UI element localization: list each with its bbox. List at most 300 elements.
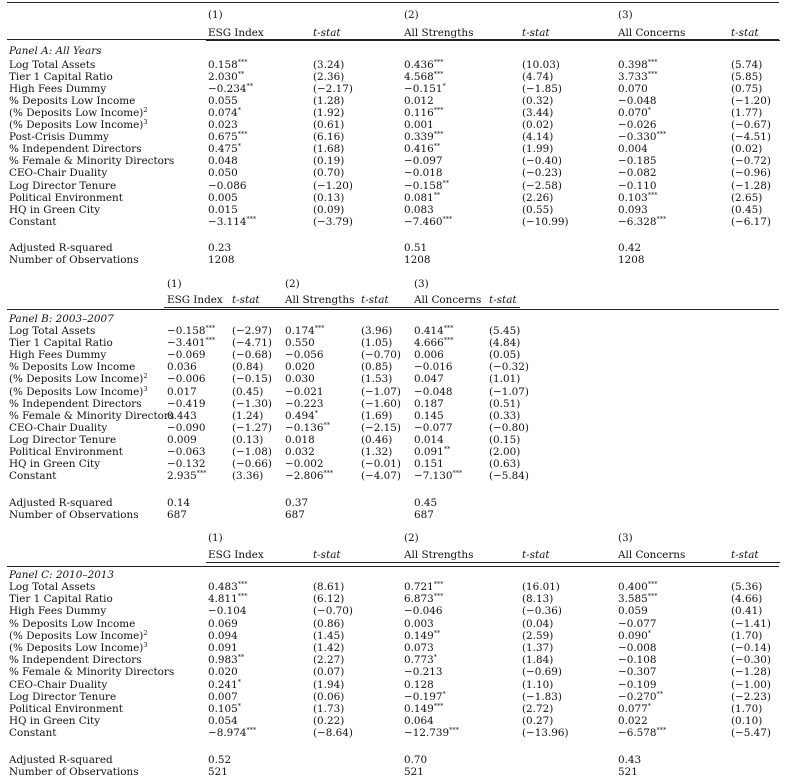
coefficient [404, 155, 442, 167]
coefficient [414, 458, 444, 470]
column-label: All Concerns [414, 294, 482, 306]
t-statistic: (0.75) [731, 83, 763, 95]
significance-stars: ** [246, 82, 253, 90]
tstat-header: t-stat [313, 27, 341, 39]
t-statistic: (0.15) [489, 434, 521, 446]
coefficient-value: −3.114 [208, 216, 247, 228]
coefficient-value: 0.023 [208, 119, 238, 131]
summary-label: Number of Observations [9, 254, 139, 266]
coefficient-value: 0.398 [618, 59, 648, 71]
coefficient-value: 0.081 [404, 192, 434, 204]
t-statistic: (0.10) [731, 715, 763, 727]
panel-1-title [0, 45, 786, 57]
t-statistic: (−1.41) [731, 618, 771, 630]
table-row [0, 337, 786, 349]
significance-stars: ** [237, 653, 245, 661]
summary-value: 521 [404, 766, 424, 778]
t-statistic: (−2.15) [361, 422, 401, 434]
coefficient-value: −7.460 [404, 216, 443, 228]
t-statistic: (1.94) [313, 679, 345, 691]
panel-title: Panel B: 2003–2007 [9, 313, 114, 325]
t-statistic: (0.07) [313, 666, 345, 678]
row-label-text: Constant [9, 727, 57, 739]
t-statistic: (0.33) [489, 410, 521, 422]
significance-stars: *** [314, 324, 325, 332]
summary-label: Adjusted R-squared [9, 497, 113, 509]
t-statistic: (1.70) [731, 630, 763, 642]
coefficient-value: −0.077 [414, 422, 453, 434]
t-statistic: (−5.84) [489, 470, 529, 482]
coefficient [404, 642, 434, 654]
panel-3-rule-0 [7, 566, 779, 567]
coefficient-value: 0.017 [167, 386, 197, 398]
t-statistic: (−0.32) [489, 361, 529, 373]
t-statistic: (−0.23) [522, 167, 562, 179]
coefficient-value: −0.046 [404, 605, 443, 617]
coefficient-value: 0.059 [618, 605, 648, 617]
panel-title: Panel A: All Years [9, 45, 102, 57]
row-label-text: Log Total Assets [9, 59, 96, 71]
coefficient-value: −0.213 [404, 666, 443, 678]
panel-2-column-headers [0, 294, 786, 306]
significance-stars: * [647, 106, 651, 114]
coefficient-value: −0.110 [618, 180, 657, 192]
coefficient-value: 0.094 [208, 630, 238, 642]
row-label-text: % Deposits Low Income [9, 618, 136, 630]
t-statistic: (2.27) [313, 654, 345, 666]
column-number: (3) [618, 532, 633, 544]
t-statistic: (−1.20) [731, 95, 771, 107]
summary-value: 0.70 [404, 754, 428, 766]
coefficient-value: −0.048 [618, 95, 657, 107]
row-label [9, 434, 116, 446]
coefficient-value: 0.047 [414, 373, 444, 385]
coefficient-value: −7.130 [414, 470, 453, 482]
coefficient-value: 2.935 [167, 470, 197, 482]
table-row [0, 458, 786, 470]
row-label-text: % Independent Directors [9, 654, 142, 666]
coefficient [404, 666, 442, 678]
coefficient-value: −0.063 [167, 446, 206, 458]
row-label [9, 666, 174, 678]
coefficient-value: 0.022 [618, 715, 648, 727]
table-row [0, 470, 786, 482]
coefficient-value: 0.032 [285, 446, 315, 458]
table-row [0, 59, 786, 71]
coefficient [167, 386, 197, 398]
t-statistic: (3.96) [361, 325, 393, 337]
t-statistic: (0.09) [313, 204, 345, 216]
t-statistic: (4.74) [522, 71, 554, 83]
row-label [9, 361, 135, 373]
summary-row [0, 754, 786, 766]
coefficient-value: −0.090 [167, 422, 206, 434]
significance-stars: ** [443, 445, 451, 453]
row-label [9, 642, 148, 654]
table-row [0, 349, 786, 361]
t-statistic: (1.84) [522, 654, 554, 666]
significance-stars: *** [449, 726, 459, 734]
t-statistic: (1.32) [361, 446, 393, 458]
t-statistic: (1.42) [313, 642, 345, 654]
summary-value: 0.52 [208, 754, 232, 766]
significance-stars: ** [442, 179, 449, 187]
coefficient [404, 167, 442, 179]
row-label [9, 727, 56, 739]
coefficient [618, 216, 666, 228]
table-row [0, 679, 786, 691]
coefficient-value: 0.074 [208, 107, 238, 119]
row-label [9, 59, 95, 71]
column-label: All Strengths [404, 549, 474, 561]
row-label-superscript: 2 [143, 372, 148, 380]
summary-label: Number of Observations [9, 766, 139, 778]
summary-row [0, 766, 786, 778]
column-label: All Concerns [618, 549, 686, 561]
table-row [0, 83, 786, 95]
t-statistic: (−0.14) [731, 642, 771, 654]
t-statistic: (0.06) [313, 691, 345, 703]
t-statistic: (−0.40) [522, 155, 562, 167]
t-statistic: (0.13) [313, 192, 345, 204]
coefficient-value: 0.007 [208, 691, 238, 703]
t-statistic: (0.02) [731, 143, 763, 155]
row-label [9, 180, 116, 192]
coefficient-value: 0.030 [285, 373, 315, 385]
t-statistic: (5.45) [489, 325, 521, 337]
coefficient-value: 0.443 [167, 410, 197, 422]
coefficient-value: 0.241 [208, 679, 238, 691]
coefficient-value: 0.093 [618, 204, 648, 216]
coefficient [208, 71, 244, 83]
coefficient-value: −0.048 [414, 386, 453, 398]
coefficient [285, 458, 323, 470]
coefficient [618, 71, 658, 83]
t-statistic: (1.77) [731, 107, 763, 119]
coefficient-value: 0.006 [414, 349, 444, 361]
t-statistic: (4.84) [489, 337, 521, 349]
t-statistic: (−1.28) [731, 180, 771, 192]
coefficient-value: 0.069 [208, 618, 238, 630]
significance-stars: *** [433, 58, 444, 66]
panel-1-header-underline [206, 40, 780, 41]
table-row [0, 216, 786, 228]
row-label [9, 83, 106, 95]
coefficient [285, 410, 318, 422]
t-statistic: (1.45) [313, 630, 345, 642]
row-label-text: CEO-Chair Duality [9, 167, 108, 179]
table-row [0, 71, 786, 83]
t-statistic: (1.28) [313, 95, 345, 107]
row-label-text: HQ in Green City [9, 204, 101, 216]
t-statistic: (2.65) [731, 192, 763, 204]
table-row [0, 446, 786, 458]
summary-value: 521 [208, 766, 228, 778]
t-statistic: (−3.79) [313, 216, 353, 228]
t-statistic: (−0.30) [731, 654, 771, 666]
t-statistic: (−0.80) [489, 422, 529, 434]
t-statistic: (0.32) [522, 95, 554, 107]
significance-stars: *** [647, 592, 658, 600]
column-label: ESG Index [208, 549, 264, 561]
coefficient [167, 337, 215, 349]
coefficient-value: −0.109 [618, 679, 657, 691]
column-label: ESG Index [167, 294, 223, 306]
row-label-text: % Deposits Low Income [9, 361, 136, 373]
coefficient [208, 83, 253, 95]
coefficient-value: 0.001 [404, 119, 434, 131]
coefficient [404, 703, 444, 715]
significance-stars: *** [246, 215, 257, 223]
table-row [0, 167, 786, 179]
significance-stars: *** [647, 58, 658, 66]
coefficient [618, 167, 656, 179]
coefficient [285, 386, 323, 398]
t-statistic: (1.05) [361, 337, 393, 349]
row-label-text: Political Environment [9, 192, 123, 204]
coefficient-value: 0.983 [208, 654, 238, 666]
coefficient-value: 0.187 [414, 398, 444, 410]
t-statistic: (0.46) [361, 434, 393, 446]
coefficient-value: 0.483 [208, 581, 238, 593]
coefficient [414, 398, 444, 410]
coefficient [618, 666, 656, 678]
coefficient [404, 654, 437, 666]
row-label [9, 703, 123, 715]
t-statistic: (0.04) [522, 618, 554, 630]
coefficient [167, 373, 205, 385]
row-label-text: (% Deposits Low Income) [9, 119, 144, 131]
t-statistic: (8.61) [313, 581, 345, 593]
significance-stars: *** [433, 592, 444, 600]
coefficient [414, 434, 444, 446]
t-statistic: (1.01) [489, 373, 521, 385]
coefficient-value: 0.400 [618, 581, 648, 593]
row-label-text: (% Deposits Low Income) [9, 630, 144, 642]
coefficient [208, 107, 241, 119]
significance-stars: *** [647, 580, 658, 588]
significance-stars: ** [433, 142, 441, 150]
coefficient [167, 349, 205, 361]
coefficient [618, 703, 651, 715]
row-label [9, 446, 123, 458]
row-label [9, 398, 142, 410]
significance-stars: *** [237, 58, 248, 66]
significance-stars: *** [433, 70, 444, 78]
coefficient [208, 654, 244, 666]
row-label [9, 470, 56, 482]
t-statistic: (−1.83) [522, 691, 562, 703]
summary-row [0, 497, 786, 509]
significance-stars: *** [443, 324, 454, 332]
row-label [9, 143, 142, 155]
panel-3-column-numbers [0, 532, 786, 544]
row-label [9, 192, 123, 204]
row-label [9, 107, 148, 119]
t-statistic: (−0.01) [361, 458, 401, 470]
coefficient [618, 107, 651, 119]
t-statistic: (−2.97) [232, 325, 272, 337]
t-statistic: (3.24) [313, 59, 345, 71]
significance-stars: *** [205, 336, 216, 344]
table-row [0, 422, 786, 434]
row-label-text: (% Deposits Low Income) [9, 373, 144, 385]
table-row [0, 143, 786, 155]
row-label-superscript: 2 [143, 629, 148, 637]
coefficient-value: 0.004 [618, 143, 648, 155]
coefficient-value: 3.733 [618, 71, 648, 83]
t-statistic: (16.01) [522, 581, 560, 593]
significance-stars: * [647, 629, 651, 637]
coefficient [404, 83, 446, 95]
row-label-text: % Independent Directors [9, 398, 142, 410]
row-label-text: CEO-Chair Duality [9, 422, 108, 434]
row-label [9, 691, 116, 703]
significance-stars: *** [433, 106, 444, 114]
significance-stars: *** [237, 580, 248, 588]
significance-stars: * [237, 142, 241, 150]
row-label [9, 654, 142, 666]
coefficient [285, 361, 315, 373]
coefficient [618, 727, 666, 739]
coefficient [414, 361, 452, 373]
significance-stars: * [314, 409, 318, 417]
coefficient [167, 422, 205, 434]
coefficient-value: 0.773 [404, 654, 434, 666]
coefficient [208, 216, 256, 228]
coefficient-value: 0.064 [404, 715, 434, 727]
coefficient [414, 373, 444, 385]
table-row [0, 325, 786, 337]
significance-stars: *** [237, 130, 248, 138]
summary-value: 0.37 [285, 497, 309, 509]
coefficient-value: −0.136 [285, 422, 324, 434]
coefficient [404, 605, 442, 617]
coefficient-value: 0.151 [414, 458, 444, 470]
t-statistic: (8.13) [522, 593, 554, 605]
coefficient [208, 666, 238, 678]
summary-value: 687 [167, 509, 187, 521]
coefficient [404, 618, 434, 630]
coefficient [285, 422, 330, 434]
t-statistic: (−1.85) [522, 83, 562, 95]
column-number: (1) [208, 9, 223, 21]
row-label-text: Post-Crisis Dummy [9, 131, 109, 143]
t-statistic: (1.68) [313, 143, 345, 155]
coefficient-value: −0.002 [285, 458, 324, 470]
t-statistic: (−10.99) [522, 216, 569, 228]
row-label-superscript: 3 [143, 118, 148, 126]
table-row [0, 386, 786, 398]
coefficient [404, 180, 449, 192]
coefficient [285, 337, 315, 349]
row-label [9, 349, 106, 361]
coefficient [285, 325, 325, 337]
t-statistic: (−1.08) [232, 446, 272, 458]
tstat-header: t-stat [313, 549, 341, 561]
coefficient [618, 143, 648, 155]
coefficient [208, 204, 238, 216]
coefficient-value: −0.197 [404, 691, 443, 703]
coefficient-value: 0.103 [618, 192, 648, 204]
row-label-superscript: 3 [143, 641, 148, 649]
tstat-header: t-stat [522, 27, 550, 39]
coefficient-value: 0.055 [208, 95, 238, 107]
significance-stars: * [237, 678, 241, 686]
row-label-text: (% Deposits Low Income) [9, 642, 144, 654]
row-label [9, 679, 107, 691]
t-statistic: (−0.68) [232, 349, 272, 361]
coefficient [404, 593, 444, 605]
row-label-text: Tier 1 Capital Ratio [9, 593, 113, 605]
coefficient-value: −0.108 [618, 654, 657, 666]
t-statistic: (1.73) [313, 703, 345, 715]
t-statistic: (0.85) [361, 361, 393, 373]
row-label [9, 373, 148, 385]
row-label [9, 715, 100, 727]
row-label-text: Political Environment [9, 703, 123, 715]
significance-stars: * [433, 653, 437, 661]
coefficient [285, 470, 333, 482]
table-row [0, 192, 786, 204]
coefficient-value: −0.307 [618, 666, 657, 678]
summary-value: 0.23 [208, 242, 232, 254]
row-label-text: High Fees Dummy [9, 83, 107, 95]
table-row [0, 119, 786, 131]
column-label: ESG Index [208, 27, 264, 39]
row-label-text: CEO-Chair Duality [9, 679, 108, 691]
row-label-text: Constant [9, 216, 57, 228]
coefficient-value: 0.015 [208, 204, 238, 216]
row-label-superscript: 3 [143, 385, 148, 393]
coefficient [208, 119, 238, 131]
row-label-text: % Female & Minority Directors [9, 155, 175, 167]
t-statistic: (0.45) [232, 386, 264, 398]
t-statistic: (4.66) [731, 593, 763, 605]
summary-value: 0.51 [404, 242, 428, 254]
coefficient [285, 373, 315, 385]
coefficient [208, 703, 241, 715]
t-statistic: (−1.07) [489, 386, 529, 398]
significance-stars: ** [433, 629, 441, 637]
coefficient-value: 0.128 [404, 679, 434, 691]
table-row [0, 398, 786, 410]
coefficient-value: 0.550 [285, 337, 315, 349]
significance-stars: *** [196, 469, 207, 477]
summary-row [0, 242, 786, 254]
t-statistic: (1.70) [731, 703, 763, 715]
t-statistic: (0.45) [731, 204, 763, 216]
t-statistic: (−1.20) [313, 180, 353, 192]
column-label: All Strengths [404, 27, 474, 39]
tstat-header: t-stat [489, 294, 517, 306]
table-row [0, 131, 786, 143]
summary-value: 0.45 [414, 497, 438, 509]
t-statistic: (6.16) [313, 131, 345, 143]
t-statistic: (1.53) [361, 373, 393, 385]
summary-label: Adjusted R-squared [9, 242, 113, 254]
coefficient-value: 0.073 [404, 642, 434, 654]
coefficient [208, 691, 238, 703]
coefficient [208, 618, 238, 630]
coefficient [208, 642, 238, 654]
coefficient-value: 0.018 [285, 434, 315, 446]
significance-stars: *** [433, 580, 444, 588]
coefficient-value: −12.739 [404, 727, 450, 739]
coefficient-value: −0.097 [404, 155, 443, 167]
summary-value: 687 [285, 509, 305, 521]
row-label [9, 71, 113, 83]
